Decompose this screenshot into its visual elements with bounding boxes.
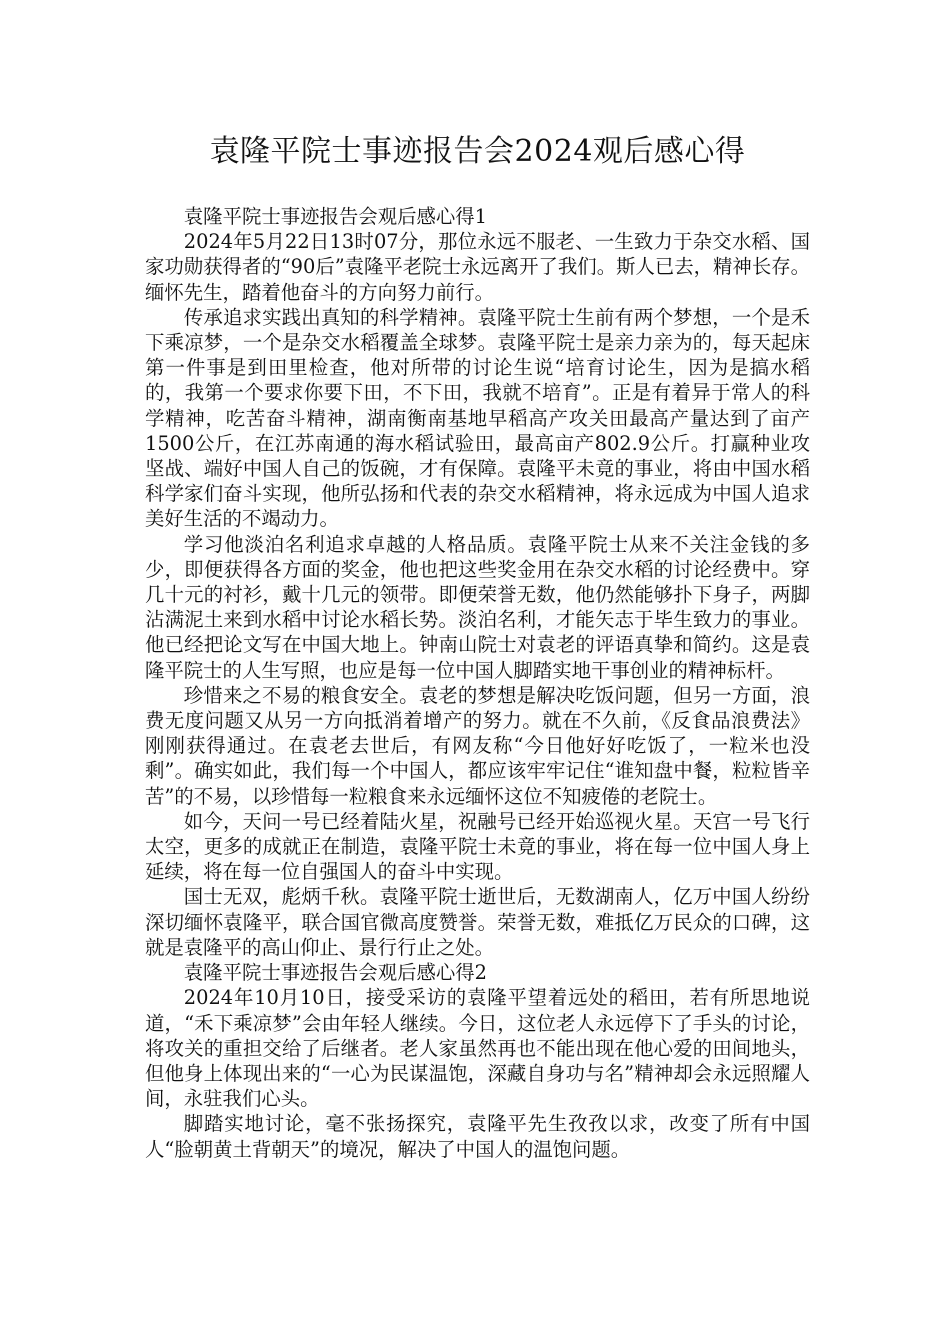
paragraph: 2024年5月22日13时07分，那位永远不服老、一生致力于杂交水稻、国家功勋获得者的“90后”袁隆平老院士永远离开了我们。斯人已去，精神长存。缅怀先生，踏着他奋斗的方向努力前行。 bbox=[145, 230, 810, 304]
paragraph: 传承追求实践出真知的科学精神。袁隆平院士生前有两个梦想，一个是禾下乘凉梦，一个是杂交水稻覆盖全球梦。袁隆平院士是亲力亲为的，每天起床第一件事是到田里检查，他对所带的讨论生说“培育讨论生，因为是搞水稻的，我第一个要求你要下田，不下田，我就不培育”。正是有着异于常人的科学精神，吃苦奋斗精神，湖南衡南基地早稻高产攻关田最高产量达到了亩产1500公斤，在江苏南通的海水稻试验田，最高亩产802.9公斤。打赢种业攻坚战、端好中国人自己的饭碗，才有保障。袁隆平未竟的事业，将由中国水稻科学家们奋斗实现，他所弘扬和代表的杂交水稻精神，将永远成为中国人追求美好生活的不竭动力。 bbox=[145, 305, 810, 531]
paragraph: 珍惜来之不易的粮食安全。袁老的梦想是解决吃饭问题，但另一方面，浪费无度问题又从另一方向抵消着增产的努力。就在不久前，《反食品浪费法》刚刚获得通过。在袁老去世后，有网友称“今日他好好吃饭了，一粒米也没剩”。确实如此，我们每一个中国人，都应该牢牢记住“谁知盘中餐，粒粒皆辛苦”的不易，以珍惜每一粒粮食来永远缅怀这位不知疲倦的老院士。 bbox=[145, 683, 810, 808]
paragraph: 2024年10月10日，接受采访的袁隆平望着远处的稻田，若有所思地说道，“禾下乘凉梦”会由年轻人继续。今日，这位老人永远停下了手头的讨论，将攻关的重担交给了后继者。老人家虽然再也不能出现在他心爱的田间地头，但他身上体现出来的“一心为民谋温饱，深藏自身功与名”精神却会永远照耀人间，永驻我们心头。 bbox=[145, 986, 810, 1111]
section-heading: 袁隆平院士事迹报告会观后感心得1 bbox=[183, 205, 487, 228]
document-body bbox=[145, 204, 810, 1162]
section-heading: 袁隆平院士事迹报告会观后感心得2 bbox=[183, 961, 487, 985]
document-title: 袁隆平院士事迹报告会2024观后感心得 bbox=[209, 134, 746, 169]
paragraph: 如今，天问一号已经着陆火星，祝融号已经开始巡视火星。天宫一号飞行太空，更多的成就正在制造，袁隆平院士未竟的事业，将在每一位中国人身上延续，将在每一位自强国人的奋斗中实现。 bbox=[145, 809, 810, 884]
document-page bbox=[145, 128, 810, 1162]
paragraph: 脚踏实地讨论，毫不张扬探究，袁隆平先生孜孜以求，改变了所有中国人“脸朝黄土背朝天”的境况，解决了中国人的温饱问题。 bbox=[145, 1112, 810, 1161]
paragraph: 学习他淡泊名利追求卓越的人格品质。袁隆平院士从来不关注金钱的多少，即便获得各方面的奖金，他也把这些奖金用在杂交水稻的讨论经费中。穿几十元的衬衫，戴十几元的领带。即便荣誉无数，他仍然能够扑下身子，两脚沾满泥土来到水稻中讨论水稻长势。淡泊名利，才能矢志于毕生致力的事业。他已经把论文写在中国大地上。钟南山院士对袁老的评语真挚和简约。这是袁隆平院士的人生写照，也应是每一位中国人脚踏实地干事创业的精神标杆。 bbox=[145, 532, 810, 682]
paragraph: 国士无双，彪炳千秋。袁隆平院士逝世后，无数湖南人，亿万中国人纷纷深切缅怀袁隆平，联合国官微高度赞誉。荣誉无数，难抵亿万民众的口碑，这就是袁隆平的高山仰止、景行行止之处。 bbox=[145, 885, 810, 959]
